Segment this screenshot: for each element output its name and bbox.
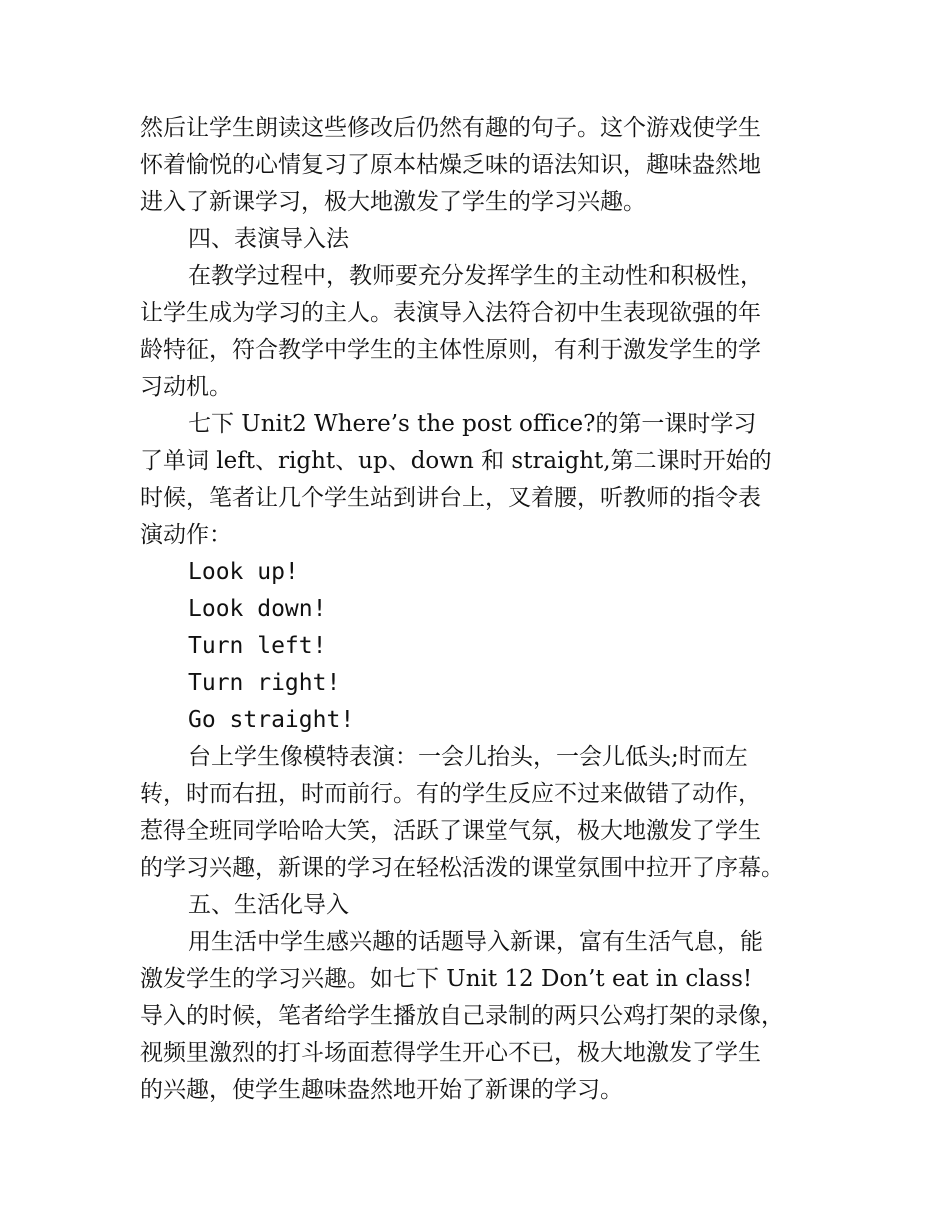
text-line: 视频里激烈的打斗场面惹得学生开心不已，极大地激发了学生 [140, 1040, 761, 1066]
text-line: 怀着愉悦的心情复习了原本枯燥乏味的语法知识，趣味盎然地 [140, 152, 761, 178]
text-line: 进入了新课学习，极大地激发了学生的学习兴趣。 [140, 189, 646, 215]
text-line: 时候，笔者让几个学生站到讲台上，叉着腰，听教师的指令表 [140, 485, 761, 511]
text-line: 激发学生的学习兴趣。如七下 Unit 12 Don’t eat in class! [140, 966, 753, 992]
text-line: 用生活中学生感兴趣的话题导入新课，富有生活气息，能 [188, 929, 763, 955]
document-body [140, 110, 820, 1109]
text-line: 惹得全班同学哈哈大笑，活跃了课堂气氛，极大地激发了学生 [140, 818, 761, 844]
text-line: 的兴趣，使学生趣味盎然地开始了新课的学习。 [140, 1077, 623, 1103]
text-line: 了单词 left、right、up、down 和 straight,第二课时开始的 [140, 448, 772, 474]
text-line: 龄特征，符合教学中学生的主体性原则，有利于激发学生的学 [140, 337, 761, 363]
section-heading: 四、表演导入法 [188, 226, 349, 252]
text-line: 的学习兴趣，新课的学习在轻松活泼的课堂氛围中拉开了序幕。 [140, 855, 784, 881]
text-line: 习动机。 [140, 374, 232, 400]
text-line: 演动作： [140, 522, 232, 548]
text-line: 在教学过程中，教师要充分发挥学生的主动性和积极性， [188, 263, 763, 289]
text-line: 让学生成为学习的主人。表演导入法符合初中生表现欲强的年 [140, 300, 761, 326]
section-heading: 五、生活化导入 [188, 892, 349, 918]
text-line: 导入的时候，笔者给学生播放自己录制的两只公鸡打架的录像， [140, 1003, 784, 1029]
text-line: 转，时而右扭，时而前行。有的学生反应不过来做错了动作， [140, 781, 761, 807]
command-line: Look down! [188, 596, 327, 622]
command-line: Turn right! [188, 670, 341, 696]
command-line: Look up! [188, 559, 299, 585]
text-line: 七下 Unit2 Where’s the post office?的第一课时学习 [188, 411, 757, 437]
text-line: 台上学生像模特表演：一会儿抬头，一会儿低头;时而左 [188, 744, 748, 770]
text-line: 然后让学生朗读这些修改后仍然有趣的句子。这个游戏使学生 [140, 115, 761, 141]
command-line: Go straight! [188, 707, 355, 733]
command-line: Turn left! [188, 633, 327, 659]
